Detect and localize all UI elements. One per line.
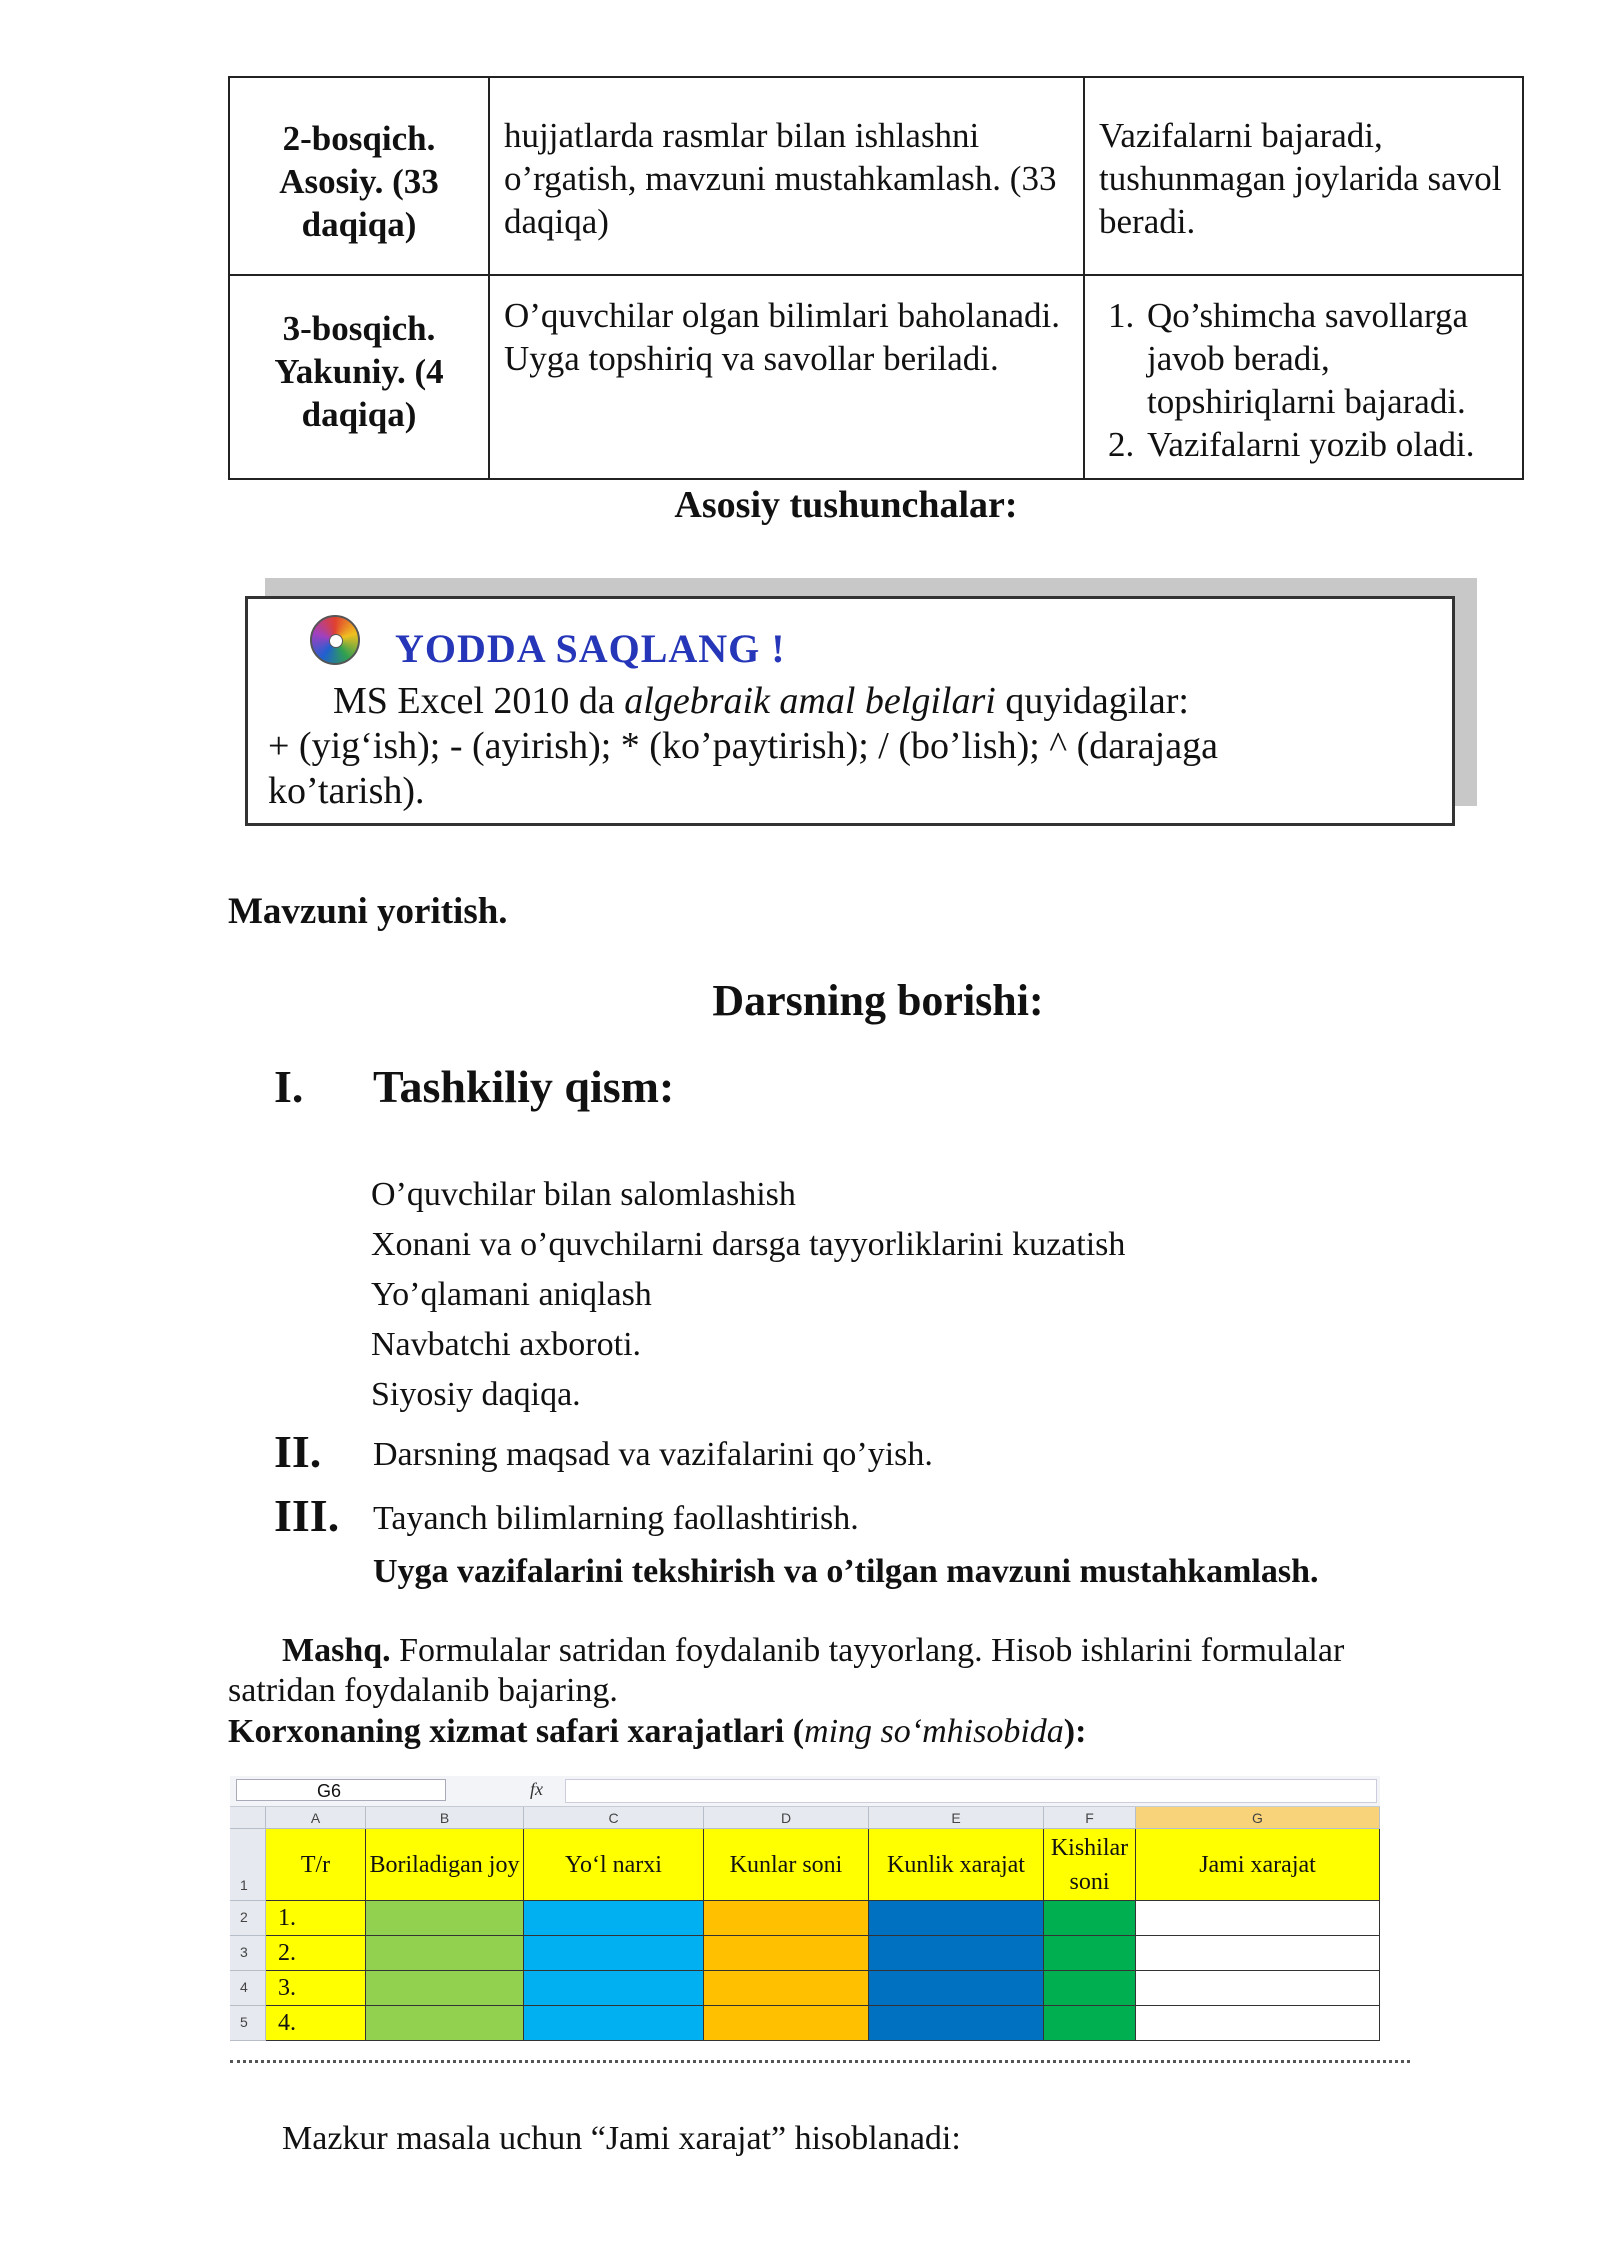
data-cell [704, 1901, 869, 1936]
header-cell: T/r [266, 1829, 366, 1901]
column-header: D [704, 1807, 869, 1829]
corner-header [230, 1807, 266, 1829]
stage-cell: 3-bosqich. Yakuniy. (4 daqiqa) [229, 275, 489, 479]
data-cell [704, 1936, 869, 1971]
data-cell [524, 1971, 704, 2006]
row-number-cell: 2. [266, 1936, 366, 1971]
header-cell: Kunlar soni [704, 1829, 869, 1901]
header-cell: Kishilar soni [1044, 1829, 1136, 1901]
column-header: A [266, 1807, 366, 1829]
teacher-activity-cell [489, 275, 1084, 479]
row-number-cell: 1. [266, 1901, 366, 1936]
exercise-heading-text: Korxonaning xizmat safari xarajatlari ( [228, 1713, 805, 1750]
lesson-stages-table [228, 76, 1524, 480]
column-header: B [366, 1807, 524, 1829]
data-cell [1136, 2006, 1380, 2041]
column-header: G [1136, 1807, 1380, 1829]
exercise-heading-italic: ming so‘mhisobida [804, 1713, 1064, 1750]
data-cell [704, 1971, 869, 2006]
data-cell [524, 2006, 704, 2041]
data-cell [1136, 1971, 1380, 2006]
section-text: Tayanch bilimlarning faollashtirish. [373, 1500, 859, 1537]
organizational-list [371, 1170, 1125, 1420]
topic-heading: Mavzuni yoritish. [228, 891, 508, 932]
student-activity-cell: Vazifalarni bajaradi, tushunmagan joylarida savol beradi. [1084, 77, 1523, 275]
data-cell [704, 2006, 869, 2041]
list-item: Xonani va o’quvchilarni darsga tayyorliklarini kuzatish [371, 1226, 1126, 1263]
name-box: G6 [236, 1779, 446, 1801]
exercise-label: Mashq. [282, 1632, 391, 1669]
data-cell [1044, 1901, 1136, 1936]
student-activity-cell [1084, 275, 1523, 479]
teacher-activity-line: O’quvchilar olgan bilimlari baholanadi. [504, 296, 1060, 335]
header-cell: Kunlik xarajat [869, 1829, 1044, 1901]
reminder-line [333, 679, 1189, 723]
header-cell: Yo‘l narxi [524, 1829, 704, 1901]
exercise-text: Formulalar satridan foydalanib tayyorlang. Hisob ishlarini formulalar [390, 1632, 1345, 1669]
header-cell: Boriladigan joy [366, 1829, 524, 1901]
basic-concepts-title: Asosiy tushunchalar: [674, 484, 1018, 526]
column-header: E [869, 1807, 1044, 1829]
student-activity-list [1099, 294, 1508, 466]
list-item: 2. Vazifalarni yozib oladi. [1143, 423, 1508, 466]
table-row [229, 275, 1523, 479]
section-number: III. [274, 1490, 340, 1541]
section-bold-text: Uyga vazifalarini tekshirish va o’tilgan mavzuni mustahkamlash. [373, 1553, 1319, 1590]
reminder-italic-text: algebraik amal belgilari [624, 680, 996, 722]
list-item: Navbatchi axboroti. [371, 1326, 642, 1363]
lesson-title: Darsning borishi: [712, 976, 1044, 1025]
table-row [229, 77, 1523, 275]
exercise-line: satridan foydalanib bajaring. [228, 1672, 618, 1709]
data-cell [1136, 1901, 1380, 1936]
data-cell [869, 2006, 1044, 2041]
reminder-line: + (yig‘ish); - (ayirish); * (ko’paytirish); / (bo’lish); ^ (darajaga [268, 725, 1218, 767]
list-item: Siyosiy daqiqa. [371, 1376, 581, 1413]
reminder-text: MS Excel 2010 da [333, 680, 625, 722]
formula-bar [230, 1776, 1380, 1807]
data-cell [1136, 1936, 1380, 1971]
list-item: O’quvchilar bilan salomlashish [371, 1176, 796, 1213]
row-number-cell: 4. [266, 2006, 366, 2041]
data-cell [1044, 2006, 1136, 2041]
row-header: 5 [230, 2006, 266, 2041]
row-header: 3 [230, 1936, 266, 1971]
formula-input [565, 1779, 1377, 1803]
section-number: II. [274, 1426, 322, 1477]
image-crop-edge [230, 2060, 1410, 2069]
data-cell [366, 1971, 524, 2006]
data-cell [1044, 1971, 1136, 2006]
data-cell [366, 2006, 524, 2041]
column-header: C [524, 1807, 704, 1829]
data-cell [524, 1901, 704, 1936]
reminder-text: quyidagilar: [995, 680, 1189, 722]
section-text: Darsning maqsad va vazifalarini qo’yish. [373, 1436, 933, 1473]
stage-cell: 2-bosqich. Asosiy. (33 daqiqa) [229, 77, 489, 275]
header-cell: Jami xarajat [1136, 1829, 1380, 1901]
data-cell [869, 1901, 1044, 1936]
spreadsheet-image [230, 1776, 1380, 2066]
row-header: 1 [230, 1829, 266, 1901]
column-header: F [1044, 1807, 1136, 1829]
cd-disc-icon [310, 615, 360, 665]
list-item: Yo’qlamani aniqlash [371, 1276, 652, 1313]
section-number: I. [274, 1061, 304, 1112]
teacher-activity-line: Uyga topshiriq va savollar beriladi. [504, 339, 999, 378]
row-header: 4 [230, 1971, 266, 2006]
list-item: 1. Qo’shimcha savollarga javob beradi, topshiriqlarni bajaradi. [1143, 294, 1508, 423]
data-cell [869, 1936, 1044, 1971]
data-cell [869, 1971, 1044, 2006]
exercise-line [282, 1632, 1344, 1670]
data-cell [366, 1901, 524, 1936]
row-number-cell: 3. [266, 1971, 366, 2006]
teacher-activity-cell: hujjatlarda rasmlar bilan ishlashni o’rgatish, mavzuni mustahkamlash. (33 daqiqa) [489, 77, 1084, 275]
data-cell [1044, 1936, 1136, 1971]
reminder-title: YODDA SAQLANG ! [395, 626, 786, 671]
section-title: Tashkiliy qism: [373, 1061, 675, 1112]
data-cell [524, 1936, 704, 1971]
reminder-line: ko’tarish). [268, 770, 425, 812]
data-cell [366, 1936, 524, 1971]
exercise-heading-text: ): [1063, 1713, 1087, 1750]
exercise-heading [228, 1713, 1086, 1751]
reminder-box [245, 596, 1455, 826]
row-header: 2 [230, 1901, 266, 1936]
final-sentence: Mazkur masala uchun “Jami xarajat” hisoblanadi: [282, 2120, 961, 2157]
fx-icon: fx [530, 1779, 543, 1799]
